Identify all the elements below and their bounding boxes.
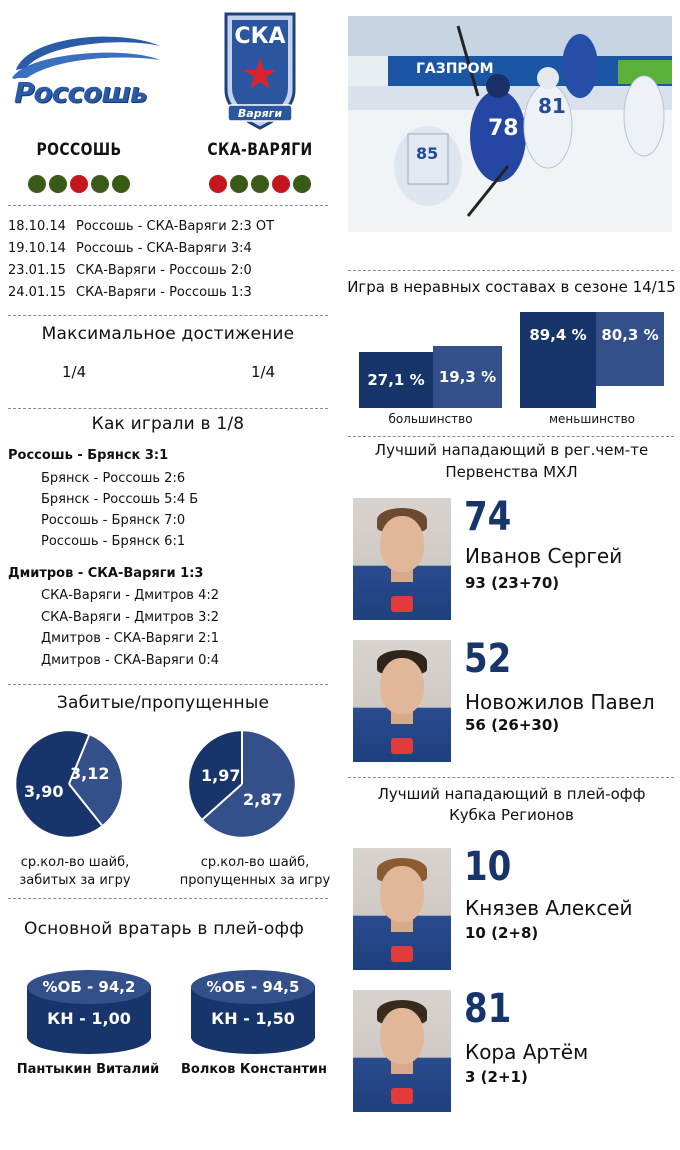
game-result: СКА-Варяги - Дмитров 3:2 xyxy=(41,610,219,625)
form-dot xyxy=(49,175,67,193)
divider xyxy=(8,315,328,316)
divider xyxy=(348,270,674,271)
conceded-caption-2: пропущенных за игру xyxy=(179,873,331,888)
match-row: 18.10.14 Россошь - СКА-Варяги 2:3 ОТ xyxy=(8,219,275,234)
best-po-title-2: Кубка Регионов xyxy=(449,806,574,824)
divider xyxy=(8,684,328,685)
match-row: 23.01.15 СКА-Варяги - Россошь 2:0 xyxy=(8,263,252,278)
hockey-game-photo xyxy=(348,16,672,232)
goalie-right-puck xyxy=(191,970,315,1054)
team-left-name-wrap xyxy=(0,140,158,160)
goalies-title: Основной вратарь в плей-офф xyxy=(24,919,304,939)
player-photo xyxy=(353,990,451,1112)
form-dot xyxy=(230,175,248,193)
goalie-left-sv: %ОБ - 94,2 xyxy=(27,970,151,1004)
player-name: Кора Артём xyxy=(465,1040,589,1064)
game-result: Брянск - Россошь 2:6 xyxy=(41,471,186,486)
photo-player-number: 85 xyxy=(416,144,439,163)
team-left-name: РОССОШЬ xyxy=(36,140,122,160)
team-right-form xyxy=(190,175,330,193)
pk-label: меньшинство xyxy=(549,412,635,426)
team-left-form xyxy=(0,175,158,193)
ska-logo xyxy=(220,10,300,132)
divider xyxy=(8,205,328,206)
scored-caption-2: забитых за игру xyxy=(19,873,131,888)
team-right-name-wrap xyxy=(190,140,330,160)
goalie-right-gaa: КН - 1,50 xyxy=(211,1008,295,1028)
form-dot xyxy=(112,175,130,193)
form-dot xyxy=(91,175,109,193)
pp-bar-b: 19,3 % xyxy=(433,346,502,408)
ska-logo-top-text: СКА xyxy=(234,24,286,49)
form-dot xyxy=(251,175,269,193)
ska-logo-bottom-text: Варяги xyxy=(237,107,283,120)
game-result: Дмитров - СКА-Варяги 0:4 xyxy=(41,653,219,668)
group-header: Россошь - Брянск 3:1 xyxy=(8,448,169,463)
scored-dark-value: 3,90 xyxy=(24,782,64,801)
player-photo xyxy=(353,848,451,970)
player-photo xyxy=(353,640,451,762)
match-row: 19.10.14 Россошь - СКА-Варяги 3:4 xyxy=(8,241,252,256)
rossosh-logo-text: Россошь xyxy=(14,76,147,109)
scored-light-value: 3,12 xyxy=(70,764,110,783)
divider xyxy=(8,408,328,409)
form-dot xyxy=(70,175,88,193)
group-header: Дмитров - СКА-Варяги 1:3 xyxy=(8,566,204,581)
player-stat: 3 (2+1) xyxy=(465,1068,528,1086)
special-teams-title: Игра в неравных составах в сезоне 14/15 xyxy=(347,278,676,296)
form-dot xyxy=(272,175,290,193)
round-of-16-title: Как играли в 1/8 xyxy=(91,414,245,434)
team-right-name: СКА-ВАРЯГИ xyxy=(207,140,313,160)
goalie-right-sv: %ОБ - 94,5 xyxy=(191,970,315,1004)
divider xyxy=(348,436,674,437)
goalie-left-puck xyxy=(27,970,151,1054)
form-dot xyxy=(28,175,46,193)
goalie-left-name: Пантыкин Виталий xyxy=(16,1062,160,1077)
game-result: Россошь - Брянск 7:0 xyxy=(41,513,186,528)
goalie-right-name: Волков Константин xyxy=(180,1062,328,1077)
conceded-light-value: 2,87 xyxy=(243,790,283,809)
pp-label: большинство xyxy=(388,412,473,426)
player-number: 10 xyxy=(464,844,512,890)
rossosh-logo xyxy=(8,28,163,113)
best-po-title-1: Лучший нападающий в плей-офф xyxy=(377,785,646,803)
player-photo xyxy=(353,498,451,620)
game-result: Россошь - Брянск 6:1 xyxy=(41,534,186,549)
conceded-caption-1: ср.кол-во шайб, xyxy=(200,855,310,870)
match-row: 24.01.15 СКА-Варяги - Россошь 1:3 xyxy=(8,285,252,300)
photo-player-number: 81 xyxy=(538,94,566,118)
game-result: Дмитров - СКА-Варяги 2:1 xyxy=(41,631,219,646)
photo-player-number: 78 xyxy=(488,116,519,141)
conceded-dark-value: 1,97 xyxy=(201,766,241,785)
pk-bar-a: 89,4 % xyxy=(520,312,596,408)
scored-caption-1: ср.кол-во шайб, xyxy=(20,855,130,870)
player-stat: 56 (26+30) xyxy=(465,716,560,734)
game-result: СКА-Варяги - Дмитров 4:2 xyxy=(41,588,219,603)
pk-bar-b: 80,3 % xyxy=(596,312,664,386)
player-number: 74 xyxy=(464,494,512,540)
player-name: Новожилов Павел xyxy=(465,690,655,714)
photo-banner-text: ГАЗПРОМ xyxy=(416,61,494,77)
form-dot xyxy=(293,175,311,193)
player-name: Иванов Сергей xyxy=(465,544,623,568)
form-dot xyxy=(209,175,227,193)
max-achievement-title: Максимальное достижение xyxy=(41,324,295,344)
player-number: 52 xyxy=(464,636,512,682)
pp-bar-a: 27,1 % xyxy=(359,352,433,408)
best-reg-title-2: Первенства МХЛ xyxy=(445,463,578,481)
player-stat: 93 (23+70) xyxy=(465,574,560,592)
max-achievement-left: 1/4 xyxy=(62,363,87,381)
divider xyxy=(8,898,328,899)
max-achievement-right: 1/4 xyxy=(251,363,276,381)
best-reg-title-1: Лучший нападающий в рег.чем-те xyxy=(374,441,649,459)
player-name: Князев Алексей xyxy=(465,896,633,920)
goals-title: Забитые/пропущенные xyxy=(56,693,270,713)
game-result: Брянск - Россошь 5:4 Б xyxy=(41,492,199,507)
goalie-left-gaa: КН - 1,00 xyxy=(47,1008,131,1028)
player-stat: 10 (2+8) xyxy=(465,924,539,942)
player-number: 81 xyxy=(464,986,512,1032)
divider xyxy=(348,777,674,778)
